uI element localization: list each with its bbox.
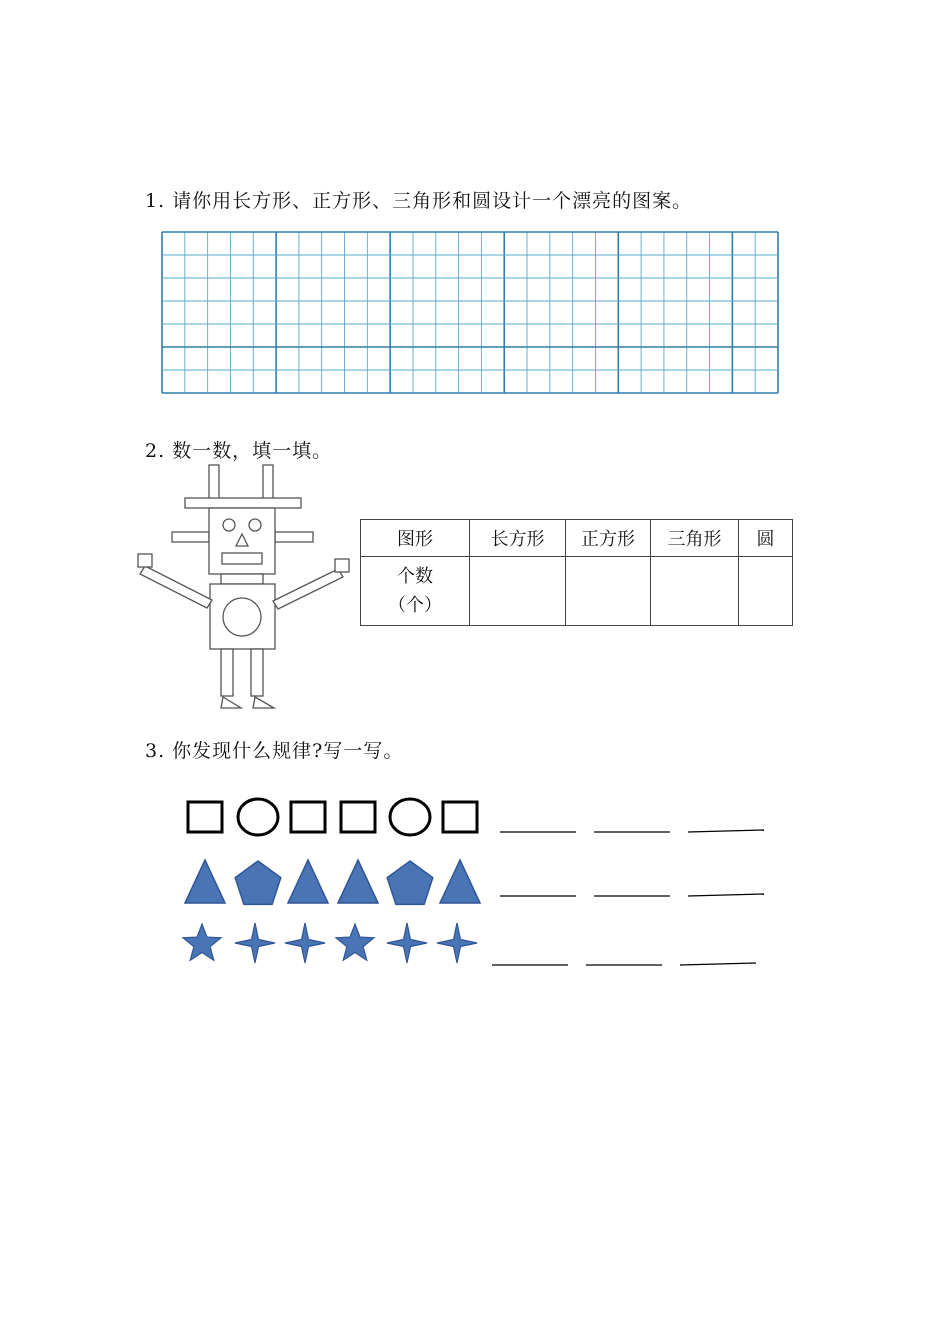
leg-right [251,649,263,696]
hand-left [138,554,152,567]
pentagon-shape [235,861,281,904]
triangle-shape [288,860,328,903]
header-circle: 圆 [739,520,793,557]
header-triangle: 三角形 [651,520,739,557]
question-1-title: 1. 请你用长方形、正方形、三角形和圆设计一个漂亮的图案。 [145,190,693,212]
answer-blank[interactable] [688,830,764,832]
header-shape: 图形 [361,520,470,557]
circle-shape [390,799,430,835]
antenna-bar [185,498,301,508]
robot-mouth [222,553,262,564]
drawing-grid[interactable] [160,230,780,395]
header-rectangle: 长方形 [470,520,566,557]
triangle-shape [440,860,480,903]
answer-blank[interactable] [680,963,756,965]
circle-shape [238,799,278,835]
four-point-star-shape [235,923,275,963]
row-label-count [361,557,470,626]
answer-rectangle-count[interactable] [470,557,566,626]
table-header-row [361,520,793,557]
triangle-shape [185,860,225,903]
answer-square-count[interactable] [566,557,651,626]
ear-right [275,532,313,542]
pentagon-shape [387,861,433,904]
four-point-star-shape [387,923,427,963]
header-square: 正方形 [566,520,651,557]
square-shape [341,802,375,832]
row-label-line1: 个数 [397,565,433,587]
square-shape [291,802,325,832]
pattern-rows [170,785,770,975]
robot-eye-right [249,519,261,531]
five-point-star-shape [336,924,374,960]
ear-left [172,532,209,542]
four-point-star-shape [285,923,325,963]
answer-triangle-count[interactable] [651,557,739,626]
question-2-title: 2. 数一数，填一填。 [145,440,333,462]
answer-blank[interactable] [688,894,764,896]
five-point-star-shape [183,924,221,960]
triangle-shape [338,860,378,903]
robot-belly-circle [223,598,261,636]
foot-left [221,697,241,708]
square-shape [443,802,477,832]
robot-neck [221,574,263,584]
answer-circle-count[interactable] [739,557,793,626]
hand-right [335,559,349,572]
leg-left [221,649,233,696]
arm-right [273,569,343,609]
table-row-count [361,557,793,626]
row-label-line2: （个） [388,595,442,616]
question-3-title: 3. 你发现什么规律?写一写。 [145,740,404,762]
robot-eye-left [223,519,235,531]
robot-figure [135,462,355,717]
arm-left [140,566,212,608]
foot-right [253,697,274,708]
antenna-right [263,465,273,499]
four-point-star-shape [437,923,477,963]
antenna-left [209,465,219,499]
count-table [360,519,793,626]
square-shape [188,802,222,832]
